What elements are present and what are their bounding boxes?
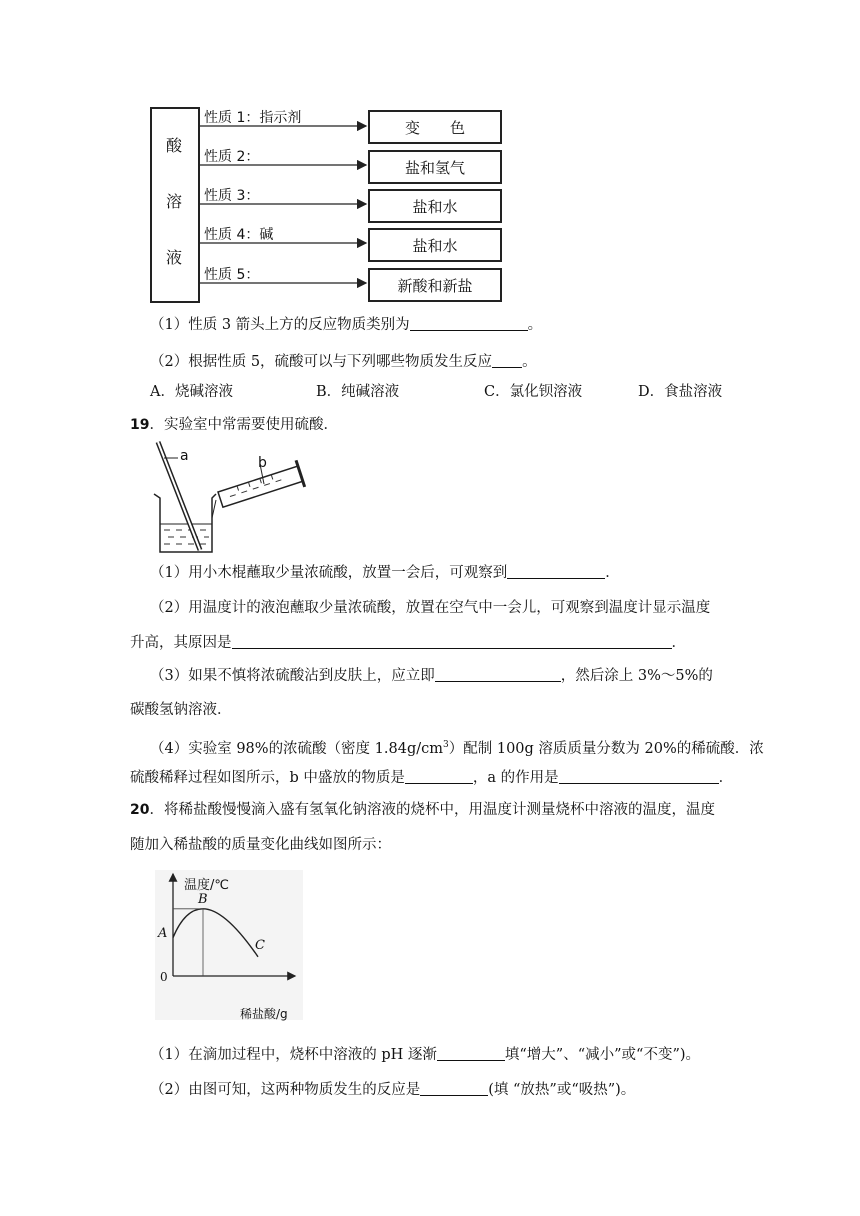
result-box-3: 盐和水 [368, 189, 502, 223]
q19-part4b: 硫酸稀释过程如图所示，b 中盛放的物质是 ，a 的作用是 ． [130, 770, 734, 786]
answer-blank[interactable] [420, 1080, 488, 1096]
answer-blank[interactable] [435, 666, 561, 682]
option-a[interactable]: A．烧碱溶液 [150, 384, 233, 400]
result-box-2: 盐和氢气 [368, 150, 502, 184]
q19-part2a: （2）用温度计的液泡蘸取少量浓硫酸，放置在空气中一会儿，可观察到温度计显示温度 [150, 600, 711, 616]
property-3-label: 性质 3： [204, 188, 260, 204]
property-4-label: 性质 4：碱 [204, 227, 274, 243]
answer-blank[interactable] [232, 633, 672, 649]
q19-part3b: 碳酸氢钠溶液． [130, 702, 232, 718]
answer-blank[interactable] [437, 1045, 505, 1061]
q19-part1: （1）用小木棍蘸取少量浓硫酸，放置一会后，可观察到 ． [150, 565, 620, 581]
q20-part2: （2）由图可知，这两种物质发生的反应是 (填 “放热”或“吸热”)。 [150, 1082, 636, 1098]
origin-label: 0 [160, 970, 168, 984]
point-label-c: C [255, 938, 265, 953]
option-d[interactable]: D．食盐溶液 [638, 384, 723, 400]
label-b: b [258, 455, 267, 471]
q20-title-a: 20．将稀盐酸慢慢滴入盛有氢氧化钠溶液的烧杯中，用温度计测量烧杯中溶液的温度，温度 [130, 802, 715, 818]
label-a: a [180, 448, 189, 464]
answer-blank[interactable] [507, 563, 605, 579]
q20-part1: （1）在滴加过程中，烧杯中溶液的 pH 逐渐 填“增大”、“减小”或“不变”)。 [150, 1047, 701, 1063]
liquid-char: 液 [166, 248, 183, 267]
answer-blank[interactable] [410, 315, 528, 331]
option-b[interactable]: B．纯碱溶液 [316, 384, 400, 400]
option-c[interactable]: C．氯化钡溶液 [484, 384, 583, 400]
q18-part2: （2）根据性质 5，硫酸可以与下列哪些物质发生反应 。 [150, 354, 537, 370]
x-axis-label: 稀盐酸/g [240, 1007, 288, 1021]
solution-char: 溶 [166, 192, 183, 211]
point-label-a: A [158, 926, 168, 941]
property-1-label: 性质 1：指示剂 [204, 110, 302, 126]
q19-part2b: 升高，其原因是 ． [130, 635, 686, 651]
q20-title-b: 随加入稀盐酸的质量变化曲线如图所示： [130, 837, 391, 853]
answer-blank[interactable] [405, 768, 473, 784]
acid-char: 酸 [166, 136, 183, 155]
result-box-1: 变 色 [368, 110, 502, 144]
result-box-4: 盐和水 [368, 228, 502, 262]
property-5-label: 性质 5： [204, 267, 260, 283]
q19-part4a: （4）实验室 98%的浓硫酸（密度 $1.84g/cm^3$）配制 100g 溶质质量分数为 20%的稀硫酸．浓 [150, 740, 764, 757]
dilution-figure [150, 440, 320, 560]
answer-blank[interactable] [559, 768, 719, 784]
point-label-b: B [198, 892, 208, 907]
answer-blank[interactable] [492, 352, 522, 368]
temperature-curve [173, 909, 258, 957]
temperature-chart [155, 870, 303, 1020]
result-box-5: 新酸和新盐 [368, 268, 502, 302]
q19-part3a: （3）如果不慎将浓硫酸沾到皮肤上，应立即 ，然后涂上 3%～5%的 [150, 668, 713, 684]
property-2-label: 性质 2： [204, 149, 260, 165]
q18-part1: （1）性质 3 箭头上方的反应物质类别为 。 [150, 317, 543, 333]
q19-title: 19．实验室中常需要使用硫酸． [130, 417, 338, 433]
y-axis-label: 温度/℃ [184, 878, 229, 893]
